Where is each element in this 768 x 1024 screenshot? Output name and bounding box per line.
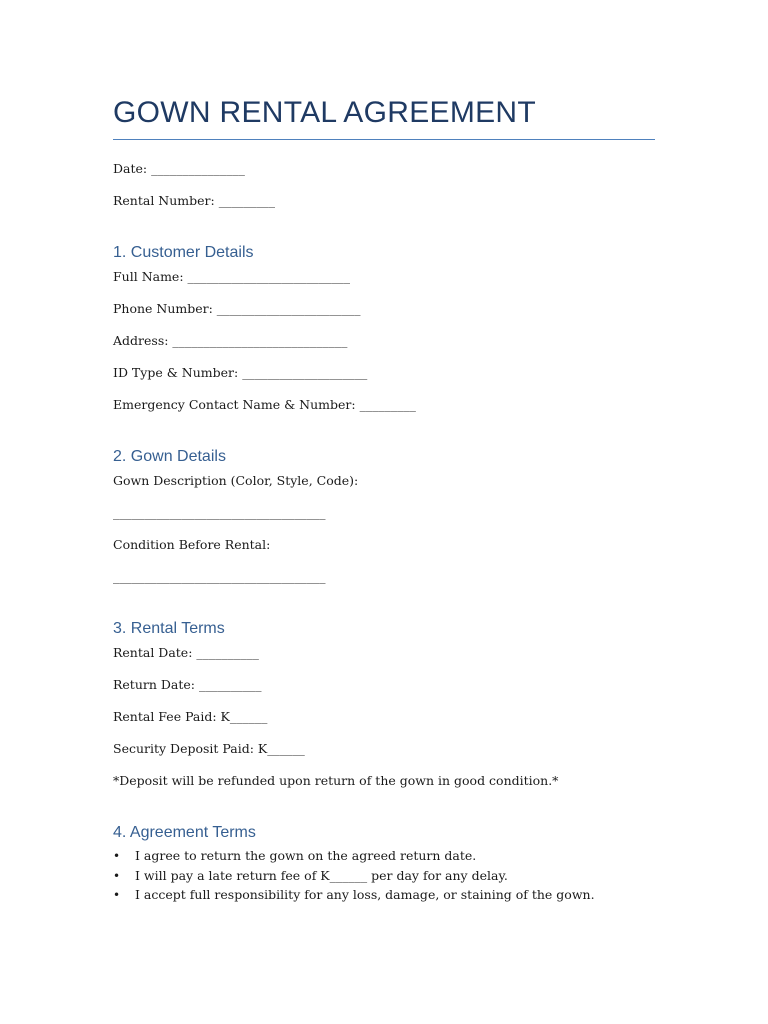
gown-details-heading: 2. Gown Details	[113, 448, 226, 465]
page-title: GOWN RENTAL AGREEMENT	[113, 96, 537, 129]
address-field[interactable]: Address: ____________________________	[113, 333, 348, 348]
condition-before-rental-label: Condition Before Rental:	[113, 537, 271, 552]
security-deposit-field[interactable]: Security Deposit Paid: K______	[113, 741, 305, 756]
agreement-term-text[interactable]: I will pay a late return fee of K______ per day for any delay.	[135, 867, 508, 883]
emergency-contact-field[interactable]: Emergency Contact Name & Number: _________	[113, 397, 416, 412]
phone-number-field[interactable]: Phone Number: _______________________	[113, 301, 361, 316]
rental-fee-field[interactable]: Rental Fee Paid: K______	[113, 709, 268, 724]
return-date-field[interactable]: Return Date: __________	[113, 677, 262, 692]
bullet-icon: •	[113, 888, 121, 902]
deposit-refund-note: *Deposit will be refunded upon return of the gown in good condition.*	[113, 773, 559, 788]
bullet-icon: •	[113, 849, 121, 863]
condition-before-rental-blank[interactable]: __________________________________	[113, 569, 326, 584]
gown-description-blank[interactable]: __________________________________	[113, 505, 326, 520]
rental-number-field[interactable]: Rental Number: _________	[113, 193, 275, 208]
agreement-terms-heading: 4. Agreement Terms	[113, 824, 256, 841]
rental-date-field[interactable]: Rental Date: __________	[113, 645, 259, 660]
customer-details-heading: 1. Customer Details	[113, 244, 254, 261]
full-name-field[interactable]: Full Name: __________________________	[113, 269, 351, 284]
gown-description-label: Gown Description (Color, Style, Code):	[113, 473, 359, 488]
date-field[interactable]: Date: _______________	[113, 161, 245, 176]
bullet-icon: •	[113, 868, 121, 883]
id-type-number-field[interactable]: ID Type & Number: ____________________	[113, 365, 368, 380]
rental-terms-heading: 3. Rental Terms	[113, 620, 225, 637]
title-divider	[113, 139, 655, 140]
agreement-term-text: I accept full responsibility for any loss, damage, or staining of the gown.	[135, 887, 595, 902]
agreement-term-text: I agree to return the gown on the agreed return date.	[135, 848, 477, 863]
